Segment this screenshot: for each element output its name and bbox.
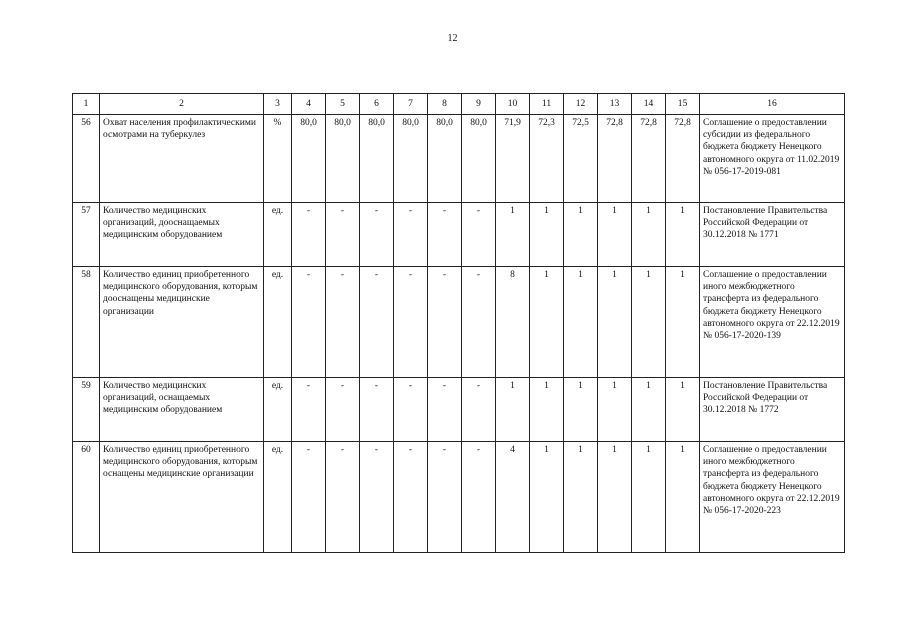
header-cell: 8 — [428, 94, 462, 115]
value-cell: 4 — [496, 442, 530, 553]
legal-basis: Соглашение о предоставлении субсидии из федерального бюджета бюджету Ненецкого автономного округа от 11.02.2019 № 056-17-2019-081 — [700, 115, 845, 203]
value-cell: 72,5 — [564, 115, 598, 203]
legal-basis: Постановление Правительства Российской Федерации от 30.12.2018 № 1772 — [700, 378, 845, 442]
unit-cell: ед. — [264, 267, 292, 378]
value-cell: 1 — [564, 378, 598, 442]
value-cell: 8 — [496, 267, 530, 378]
value-cell: - — [292, 442, 326, 553]
header-cell: 10 — [496, 94, 530, 115]
unit-cell: % — [264, 115, 292, 203]
value-cell: - — [394, 203, 428, 267]
value-cell: 1 — [564, 442, 598, 553]
value-cell: 1 — [564, 267, 598, 378]
value-cell: - — [360, 378, 394, 442]
value-cell: 1 — [530, 203, 564, 267]
indicators-table — [72, 93, 845, 553]
indicator-name: Количество единиц приобретенного медицинского оборудования, которым оснащены медицинские организации — [100, 442, 264, 553]
header-cell: 7 — [394, 94, 428, 115]
value-cell: - — [326, 203, 360, 267]
value-cell: - — [462, 378, 496, 442]
value-cell: - — [326, 267, 360, 378]
value-cell: 1 — [666, 203, 700, 267]
value-cell: 1 — [598, 442, 632, 553]
value-cell: 1 — [598, 378, 632, 442]
legal-basis: Соглашение о предоставлении иного межбюджетного трансферта из федерального бюджета бюджету Ненецкого автономного округа от 22.12.2019 № 056-17-2020-139 — [700, 267, 845, 378]
indicator-name: Количество единиц приобретенного медицинского оборудования, которым дооснащены медицинские организации — [100, 267, 264, 378]
row-number: 60 — [73, 442, 100, 553]
legal-basis: Постановление Правительства Российской Федерации от 30.12.2018 № 1771 — [700, 203, 845, 267]
value-cell: 1 — [530, 442, 564, 553]
table-row — [73, 378, 845, 442]
value-cell: - — [326, 442, 360, 553]
value-cell: 71,9 — [496, 115, 530, 203]
value-cell: - — [360, 267, 394, 378]
row-number: 57 — [73, 203, 100, 267]
value-cell: 1 — [632, 203, 666, 267]
value-cell: - — [292, 378, 326, 442]
value-cell: 72,8 — [632, 115, 666, 203]
value-cell: 80,0 — [462, 115, 496, 203]
value-cell: 80,0 — [292, 115, 326, 203]
value-cell: 1 — [530, 267, 564, 378]
header-cell: 6 — [360, 94, 394, 115]
header-cell: 3 — [264, 94, 292, 115]
value-cell: 1 — [496, 203, 530, 267]
value-cell: 72,8 — [598, 115, 632, 203]
value-cell: 80,0 — [428, 115, 462, 203]
header-cell: 16 — [700, 94, 845, 115]
value-cell: 1 — [530, 378, 564, 442]
header-cell: 1 — [73, 94, 100, 115]
header-cell: 14 — [632, 94, 666, 115]
value-cell: - — [462, 203, 496, 267]
value-cell: - — [428, 378, 462, 442]
value-cell: - — [428, 442, 462, 553]
table-row — [73, 442, 845, 553]
value-cell: - — [292, 203, 326, 267]
header-cell: 15 — [666, 94, 700, 115]
indicator-name: Охват населения профилактическими осмотрами на туберкулез — [100, 115, 264, 203]
value-cell: 1 — [598, 203, 632, 267]
unit-cell: ед. — [264, 378, 292, 442]
value-cell: 72,3 — [530, 115, 564, 203]
legal-basis: Соглашение о предоставлении иного межбюджетного трансферта из федерального бюджета бюджету Ненецкого автономного округа от 22.12.2019 № 056-17-2020-223 — [700, 442, 845, 553]
page-number: 12 — [447, 33, 458, 44]
header-row — [73, 94, 845, 115]
unit-cell: ед. — [264, 442, 292, 553]
value-cell: 1 — [496, 378, 530, 442]
value-cell: - — [394, 378, 428, 442]
value-cell: 1 — [666, 267, 700, 378]
row-number: 59 — [73, 378, 100, 442]
value-cell: 80,0 — [394, 115, 428, 203]
value-cell: - — [462, 267, 496, 378]
header-cell: 5 — [326, 94, 360, 115]
table-row — [73, 115, 845, 203]
header-cell: 13 — [598, 94, 632, 115]
value-cell: - — [394, 267, 428, 378]
value-cell: - — [394, 442, 428, 553]
value-cell: 72,8 — [666, 115, 700, 203]
value-cell: 1 — [598, 267, 632, 378]
value-cell: 1 — [632, 267, 666, 378]
row-number: 56 — [73, 115, 100, 203]
value-cell: 80,0 — [326, 115, 360, 203]
row-number: 58 — [73, 267, 100, 378]
value-cell: 80,0 — [360, 115, 394, 203]
header-cell: 12 — [564, 94, 598, 115]
value-cell: 1 — [666, 442, 700, 553]
table-row — [73, 267, 845, 378]
value-cell: - — [360, 203, 394, 267]
indicator-name: Количество медицинских организаций, дооснащаемых медицинским оборудованием — [100, 203, 264, 267]
value-cell: - — [360, 442, 394, 553]
value-cell: 1 — [632, 442, 666, 553]
header-cell: 11 — [530, 94, 564, 115]
unit-cell: ед. — [264, 203, 292, 267]
header-cell: 2 — [100, 94, 264, 115]
value-cell: - — [292, 267, 326, 378]
value-cell: 1 — [666, 378, 700, 442]
value-cell: - — [462, 442, 496, 553]
header-cell: 4 — [292, 94, 326, 115]
value-cell: - — [326, 378, 360, 442]
indicator-name: Количество медицинских организаций, оснащаемых медицинским оборудованием — [100, 378, 264, 442]
value-cell: - — [428, 267, 462, 378]
value-cell: 1 — [632, 378, 666, 442]
table-row — [73, 203, 845, 267]
header-cell: 9 — [462, 94, 496, 115]
value-cell: 1 — [564, 203, 598, 267]
value-cell: - — [428, 203, 462, 267]
